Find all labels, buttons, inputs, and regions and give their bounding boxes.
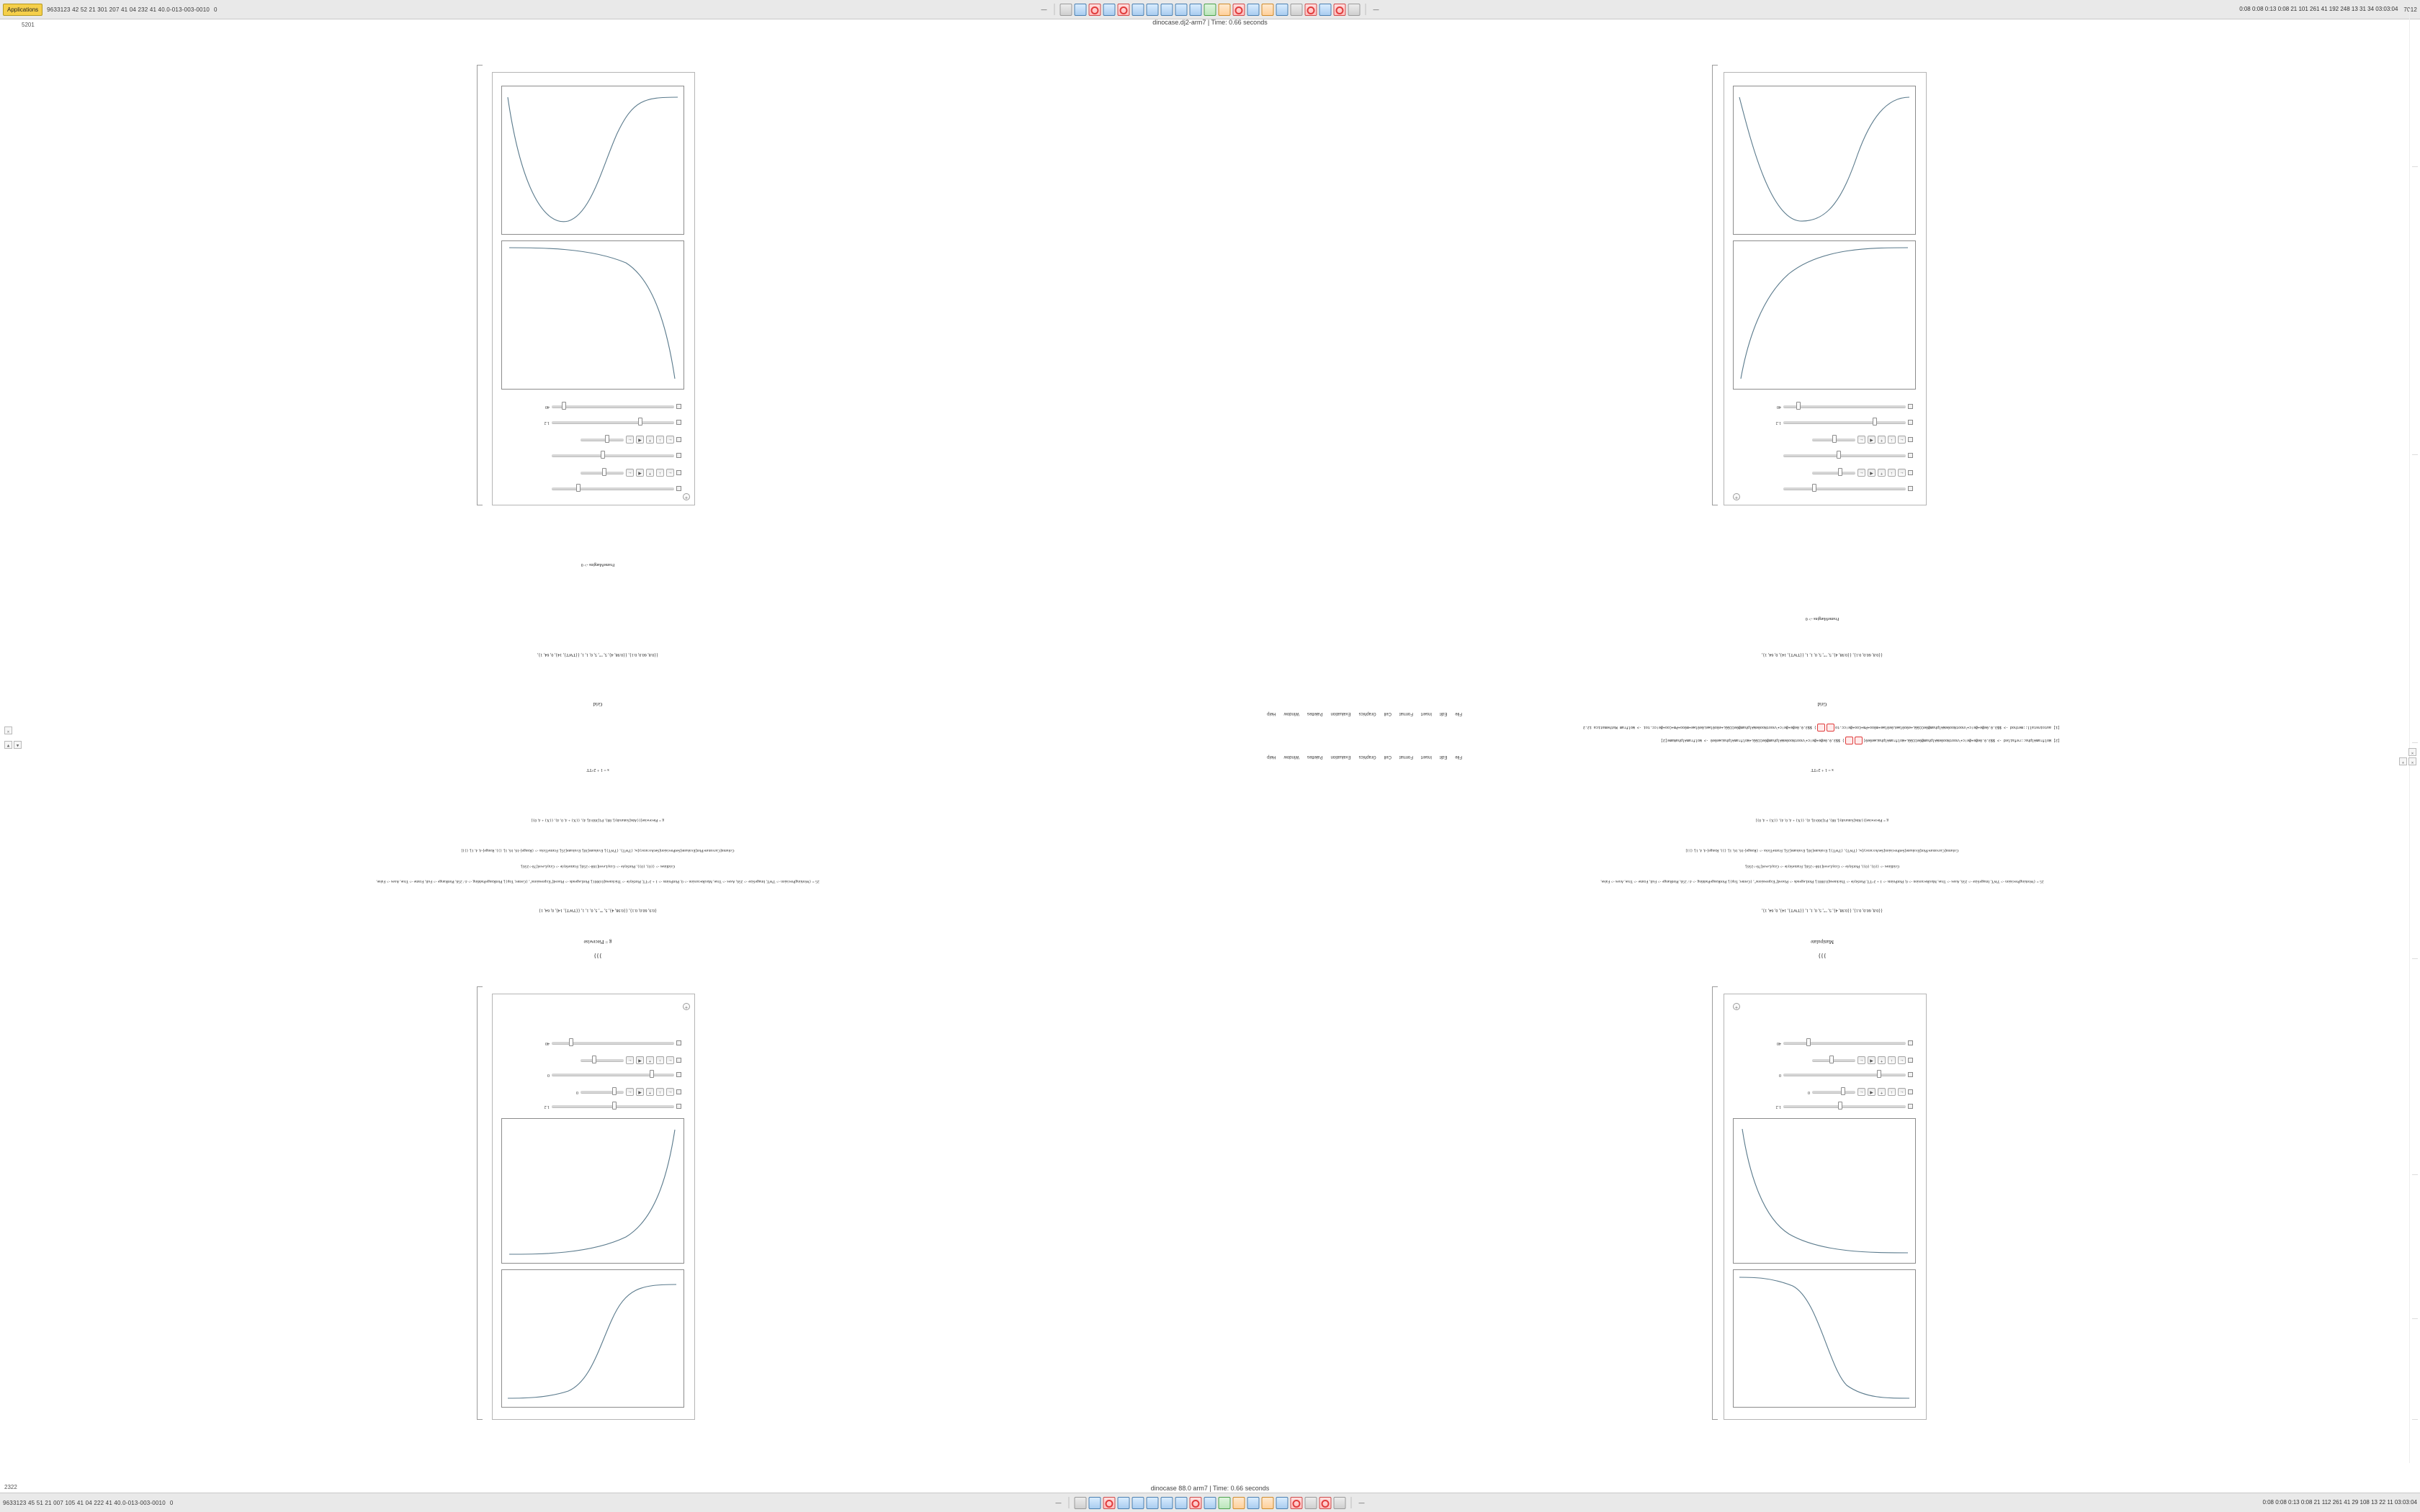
manipulate-control-row-2[interactable] [1737, 1088, 1913, 1097]
plot-curve-lower [1734, 1119, 1915, 1263]
slider-track-3[interactable] [552, 1074, 674, 1076]
message-row-1-suffix: ) $$3.0.0e@e+@e!c+\nootNoo0eWAlpham@0eCCGGL+WolframAlphaLwe0e0 -> WolframAlphaName[2] [1660, 738, 1845, 743]
plot-curve-lower [502, 1119, 684, 1263]
manipulate-control-row-2[interactable] [506, 469, 681, 477]
top-system-bar-left [0, 4, 218, 16]
tray-grey-icon[interactable] [1060, 4, 1072, 16]
slider-thumb[interactable] [602, 468, 606, 476]
menu-window[interactable]: Window [1283, 755, 1299, 759]
slider-track-3[interactable] [552, 454, 674, 457]
manipulate-control-row-6[interactable] [1737, 402, 1913, 411]
manipulate-control-row-3[interactable] [506, 1071, 681, 1079]
app-menubar-lower[interactable] [1267, 711, 1462, 716]
slider-thumb[interactable] [612, 1087, 617, 1095]
bottom-clock: 0:08 0:08 0:13 0:08 21 112 261 41 29 108 13 22 11 03:03:04 [2262, 1498, 2417, 1506]
control-handle-icon[interactable] [676, 471, 681, 476]
step-up-icon[interactable]: ◀ [1868, 436, 1876, 444]
control-handle-icon[interactable] [1908, 1104, 1913, 1110]
slider-track-1[interactable] [1783, 1105, 1906, 1108]
slider-track-6[interactable] [552, 405, 674, 408]
tray-record-icon[interactable] [1089, 4, 1101, 16]
output-line: Grid [1817, 701, 1827, 707]
control-value-3: 0 [1779, 1073, 1781, 1077]
step-up-icon[interactable]: ◀ [636, 469, 644, 477]
manipulate-panel[interactable] [1724, 72, 1927, 505]
menu-file[interactable]: File [1455, 755, 1462, 759]
tray-window-icon[interactable] [1175, 4, 1188, 16]
top-left-corner-label: 5201 [22, 22, 35, 28]
error-badge-icon[interactable] [1827, 724, 1834, 732]
play-icon[interactable]: + [1878, 1057, 1886, 1065]
slider-track-6[interactable] [1783, 405, 1906, 408]
slider-track-2[interactable] [1812, 1091, 1855, 1094]
play-icon[interactable]: + [646, 1089, 654, 1097]
manipulate-panel[interactable] [1724, 994, 1927, 1420]
plot-graphic-upper [1733, 240, 1916, 390]
manipulate-control-row-3[interactable] [1737, 451, 1913, 460]
tray-window-icon[interactable] [1247, 4, 1260, 16]
slider-track-1[interactable] [552, 1105, 674, 1108]
manipulate-control-row-5[interactable] [506, 418, 681, 427]
tray-record-icon[interactable] [1319, 1497, 1332, 1509]
scroll-up-icon[interactable]: ▲ [14, 741, 22, 749]
slider-track-1[interactable] [1783, 487, 1906, 490]
menu-graphics[interactable]: Graphics [1358, 755, 1376, 759]
bottom-system-bar-left [0, 1500, 174, 1506]
manipulate-control-row-1[interactable] [1737, 1102, 1913, 1111]
slider-thumb[interactable] [1837, 451, 1841, 459]
tray-grey-icon[interactable] [1305, 1497, 1317, 1509]
slider-track-4[interactable] [1812, 438, 1855, 441]
step-forward-icon[interactable]: ← [626, 436, 634, 444]
step-forward-icon[interactable]: ← [626, 1057, 634, 1065]
app-menubar-upper[interactable] [1267, 755, 1462, 759]
control-handle-icon[interactable] [1908, 405, 1913, 410]
tray-window-icon[interactable] [1147, 4, 1159, 16]
plot-graphic-lower [1733, 1118, 1916, 1264]
message-row-1[interactable] [360, 737, 2060, 744]
tray-window-icon[interactable] [1175, 1497, 1188, 1509]
panel-resize-icon[interactable]: + [1733, 493, 1740, 500]
control-handle-icon[interactable] [676, 1104, 681, 1110]
bottom-status-text: 9633123 45 51 21 007 105 41 04 222 41 40.0-013-003-0010 [3, 1499, 166, 1506]
menu-palettes[interactable]: Palettes [1307, 755, 1323, 759]
control-handle-icon[interactable] [676, 1041, 681, 1046]
bottom-left-corner-label: 2322 [4, 1484, 17, 1490]
close-cell-icon[interactable]: × [2408, 757, 2416, 765]
slider-thumb[interactable] [1829, 1056, 1834, 1063]
control-value-5: 40 [1777, 1041, 1781, 1045]
slider-track-1[interactable] [552, 487, 674, 490]
bottom-status-label: dinocase 88.0 arm7 | Time: 0.66 seconds [1150, 1485, 1270, 1492]
menu-graphics[interactable]: Graphics [1358, 711, 1376, 716]
control-handle-icon[interactable] [676, 487, 681, 492]
collapse-cell-icon[interactable]: × [2408, 748, 2416, 756]
tray-record-icon[interactable] [1118, 4, 1130, 16]
output-line: {{0.8, 60.0, 0.1}, {{0.98, 4}, 5, "", 5, 0, 1, 1, {{TWT}, 14}, 0, 64, 1}, [537, 652, 659, 657]
plot-curve-lower [1734, 86, 1915, 234]
slider-thumb[interactable] [1838, 468, 1842, 476]
manipulate-control-row-5[interactable] [1737, 1039, 1913, 1048]
tray-separator [1069, 1497, 1070, 1508]
tray-record-icon[interactable] [1103, 1497, 1116, 1509]
output-line: Gridlines -> {{0}, {0}}, PlotStyle -> GrayLevel[168->256], FrameStyle -> GrayLevel[78->256], [520, 864, 676, 868]
slider-track-5[interactable] [552, 421, 674, 424]
manipulate-control-row-4[interactable] [1737, 1056, 1913, 1065]
tray-end-label: — [1373, 6, 1379, 13]
output-line: 25 = {WorkingPrecision -> TWT, ImageSize -> 256, Axes -> True, MaxRecursion -> 0, PlotPoints -> 1 + 2^TT, PlotStyle -> Thickness[0.0001], PlotLegends -> Placed["Expressions", {Center, Top}], PlotRangePadding -> 4 / 256, PlotRange -> Full, Frame -> True, Axes -> False, [376, 879, 820, 883]
control-handle-icon[interactable] [676, 454, 681, 459]
output-line: {{0.8, 60.0, 0.1}, {{0.98, 4}, 5, "", 5, 0, 1, 1, {{TWT}, 14}, 0, 64, 1}, [1761, 908, 1883, 912]
window-title: dinocase.dj2-arm7 | Time: 0.66 seconds [1152, 19, 1268, 26]
output-line: 25 = {WorkingPrecision -> TWT, ImageSize -> 256, Axes -> True, MaxRecursion -> 0, PlotPoints -> 1 + 2^TT, PlotStyle -> Thickness[0.0001], PlotLegends -> Placed["Expressions", {Center, Top}], PlotRangePadding -> 4 / 256, PlotRange -> Full, Frame -> True, Axes -> False, [1600, 879, 2044, 883]
control-value-5: 40 [545, 1041, 550, 1045]
plot-curve-upper [502, 1270, 684, 1407]
step-forward-icon[interactable]: ← [1857, 469, 1865, 477]
slider-thumb[interactable] [1841, 1087, 1845, 1095]
step-forward-icon[interactable]: ← [1857, 436, 1865, 444]
control-handle-icon[interactable] [1908, 487, 1913, 492]
slider-thumb[interactable] [612, 1102, 617, 1110]
output-line: g = Piecewise [583, 939, 612, 945]
slider-thumb[interactable] [605, 435, 609, 443]
slider-track-2[interactable] [581, 472, 624, 474]
menu-window[interactable]: Window [1283, 711, 1299, 716]
menu-cell[interactable]: Cell [1384, 755, 1392, 759]
control-handle-icon[interactable] [1908, 471, 1913, 476]
slider-track-2[interactable] [1812, 472, 1855, 474]
output-line: Column[Curvature/Plot[Evaluate[SetPrecision[SetAccuracy[w, {TWT}, {TWT}], Evaluate[30], Evaluate[25], FrameTicks -> {Range[-16, 16, 1], {}}, Range[-4, 4, 1], {}}] [1685, 848, 1959, 852]
top-system-bar-right [2239, 6, 2417, 13]
tray-green-icon[interactable] [1204, 4, 1216, 16]
notebook-edge-strip [2409, 9, 2420, 1463]
manipulate-control-row-4[interactable] [506, 1056, 681, 1065]
notebook-canvas[interactable] [0, 20, 2420, 1492]
control-value-3: 0 [547, 1073, 550, 1077]
control-value-2: 0 [1808, 1090, 1810, 1094]
tray-orange-icon[interactable] [1262, 1497, 1274, 1509]
output-line: {0.9, 60.0, 0.1}, {{0.98, 4}, 5, "", 5, 0, 1, 1, {{TWT}, 14}, 0, 64, 1} [539, 908, 657, 912]
message-row-2[interactable] [360, 724, 2060, 732]
control-handle-icon[interactable] [1908, 1058, 1913, 1063]
manipulate-control-row-5[interactable] [1737, 418, 1913, 427]
plot-graphic-upper [501, 240, 684, 390]
menu-palettes[interactable]: Palettes [1307, 711, 1323, 716]
tray-window-icon[interactable] [1132, 4, 1144, 16]
play-icon[interactable]: + [1878, 469, 1886, 477]
manipulate-control-row-1[interactable] [1737, 485, 1913, 493]
manipulate-control-row-3[interactable] [506, 451, 681, 460]
tray-window-icon[interactable] [1247, 1497, 1260, 1509]
manipulate-control-row-1[interactable] [506, 485, 681, 493]
output-line: g = Piecewise[{{Abs[Saturulty], 88}, P1[360/4], 4}, {{X} + 4, 0, 4}, {{X} + 4, 0}] [531, 818, 665, 822]
menu-evaluation[interactable]: Evaluation [1330, 711, 1351, 716]
tray-grey-icon[interactable] [1291, 4, 1303, 16]
menu-help[interactable]: Help [1267, 755, 1276, 759]
slider-track-5[interactable] [1783, 1042, 1906, 1045]
control-handle-icon[interactable] [1908, 1041, 1913, 1046]
slider-thumb[interactable] [1838, 1102, 1842, 1110]
step-down-icon[interactable]: ↓ [1888, 1089, 1896, 1097]
slider-thumb[interactable] [576, 484, 581, 492]
tray-window-icon[interactable] [1161, 4, 1173, 16]
slider-track-4[interactable] [581, 1059, 624, 1062]
tray-window-icon[interactable] [1147, 1497, 1159, 1509]
tray-window-icon[interactable] [1276, 1497, 1289, 1509]
slider-thumb[interactable] [1796, 402, 1801, 410]
panel-resize-icon[interactable]: + [1733, 1003, 1740, 1010]
step-down-icon[interactable]: ↓ [1888, 1057, 1896, 1065]
plot-graphic-upper [501, 1269, 684, 1408]
tray-grey-icon[interactable] [1075, 1497, 1087, 1509]
panel-resize-icon[interactable]: + [683, 493, 690, 500]
tray-orange-icon[interactable] [1219, 4, 1231, 16]
manipulate-panel[interactable] [492, 72, 695, 505]
step-down-icon[interactable]: ↓ [656, 469, 664, 477]
play-icon[interactable]: + [1878, 1089, 1886, 1097]
slider-thumb[interactable] [1806, 1038, 1811, 1046]
manipulate-control-row-3[interactable] [1737, 1071, 1913, 1079]
tray-index-label: — [1041, 6, 1047, 13]
plot-curve-lower [502, 86, 684, 234]
control-handle-icon[interactable] [676, 1090, 681, 1095]
control-handle-icon[interactable] [676, 438, 681, 443]
control-value-5: 1.2 [1775, 420, 1781, 425]
tray-record-icon[interactable] [1334, 4, 1346, 16]
step-down-icon[interactable]: ↓ [656, 1057, 664, 1065]
output-line: {{0.8, 60.0, 0.1}, {{0.98, 4}, 5, "", 5, 0, 1, 1, {{TWT}, 14}, 0, 64, 1}, [1761, 652, 1883, 657]
step-up-icon[interactable]: ◀ [636, 1057, 644, 1065]
plot-graphic-lower [501, 86, 684, 235]
step-forward-icon[interactable]: ← [626, 1089, 634, 1097]
step-back-icon[interactable]: ← [1898, 1057, 1906, 1065]
menu-edit[interactable]: Edit [1439, 755, 1448, 759]
menu-edit[interactable]: Edit [1439, 711, 1448, 716]
error-badge-icon[interactable] [1817, 724, 1825, 732]
output-line: Manipulate [1811, 939, 1834, 945]
slider-track-3[interactable] [1783, 454, 1906, 457]
control-handle-icon[interactable] [1908, 454, 1913, 459]
control-handle-icon[interactable] [1908, 1073, 1913, 1078]
close-row-icon[interactable]: × [4, 726, 12, 734]
slider-track-4[interactable] [581, 438, 624, 441]
tray-record-icon[interactable] [1305, 4, 1317, 16]
output-line: g = Piecewise[{{Abs[Saturulty], 88}, P1[360/4], 4}, {{X} + 4, 0, 4}, {{X} + 4, 0}] [1755, 818, 1889, 822]
cell-bracket[interactable] [1712, 65, 1718, 505]
tray-window-icon[interactable] [1075, 4, 1087, 16]
plot-graphic-upper [1733, 1269, 1916, 1408]
step-back-icon[interactable]: ← [666, 1089, 674, 1097]
top-status-text: 9633123 42 52 21 301 207 41 04 232 41 40.0-013-003-0010 [47, 6, 210, 13]
menu-file[interactable]: File [1455, 711, 1462, 716]
output-line: s = 1 + 2^TT [1811, 768, 1834, 772]
expand-cell-icon[interactable]: + [2399, 757, 2407, 765]
slider-track-3[interactable] [1783, 1074, 1906, 1076]
plot-curve-upper [1734, 1270, 1915, 1407]
manipulate-control-row-2[interactable] [1737, 469, 1913, 477]
menu-cell[interactable]: Cell [1384, 711, 1392, 716]
step-up-icon[interactable]: ◀ [1868, 1089, 1876, 1097]
output-line: FrameMargins -> 0 [1805, 616, 1839, 621]
output-line: Gridlines -> {{0}, {0}}, PlotStyle -> GrayLevel[168->256], FrameStyle -> GrayLevel[78->256], [1744, 864, 1900, 868]
slider-thumb[interactable] [1873, 418, 1877, 426]
output-bracket-label: }}} [1818, 953, 1827, 959]
menu-format[interactable]: Format [1399, 711, 1413, 716]
slider-thumb[interactable] [601, 451, 605, 459]
slider-thumb[interactable] [1877, 1070, 1881, 1078]
step-up-icon[interactable]: ◀ [1868, 1057, 1876, 1065]
control-handle-icon[interactable] [1908, 438, 1913, 443]
output-line: s = 1 + 2^TT [586, 768, 609, 772]
step-up-icon[interactable]: ◀ [1868, 469, 1876, 477]
slider-track-2[interactable] [581, 1091, 624, 1094]
cell-bracket[interactable] [477, 65, 483, 505]
plot-graphic-lower [501, 1118, 684, 1264]
step-up-icon[interactable]: ◀ [636, 436, 644, 444]
top-system-bar [0, 0, 2420, 19]
slider-thumb[interactable] [562, 402, 566, 410]
scroll-down-icon[interactable]: ▼ [4, 741, 12, 749]
tray-window-icon[interactable] [1319, 4, 1332, 16]
cell-bracket[interactable] [477, 986, 483, 1420]
step-up-icon[interactable]: ◀ [636, 1089, 644, 1097]
play-icon[interactable]: + [646, 436, 654, 444]
control-value-5: 1.2 [544, 420, 550, 425]
slider-thumb[interactable] [638, 418, 642, 426]
menu-evaluation[interactable]: Evaluation [1330, 755, 1351, 759]
control-handle-icon[interactable] [676, 1058, 681, 1063]
slider-thumb[interactable] [1832, 435, 1837, 443]
menu-help[interactable]: Help [1267, 711, 1276, 716]
tray-window-icon[interactable] [1132, 1497, 1144, 1509]
plot-curve-upper [502, 241, 684, 389]
control-value-6: 40 [1777, 405, 1781, 409]
top-status-number: 0 [214, 6, 218, 13]
top-right-label: 7012 [2403, 6, 2417, 13]
plot-graphic-lower [1733, 86, 1916, 235]
message-row-1-prefix: [2] WolframAlpha::refailed -> $$3.0.0e@e+@e!c+\nootNoo0eWAlpham@0eCCGGL+WolframAlphaLwe0e0( [1863, 738, 2060, 743]
tray-green-icon[interactable] [1219, 1497, 1231, 1509]
control-value-1: 1.2 [544, 1104, 550, 1109]
step-forward-icon[interactable]: ← [626, 469, 634, 477]
output-bracket-label: }}} [593, 953, 602, 959]
tray-separator [1054, 4, 1055, 15]
error-badge-icon[interactable] [1845, 737, 1853, 744]
step-forward-icon[interactable]: ← [1857, 1057, 1865, 1065]
output-line: FrameMargins -> 0 [581, 562, 615, 567]
manipulate-control-row-2[interactable] [506, 1088, 681, 1097]
plot-curve-upper [1734, 241, 1915, 389]
control-value-6: 40 [545, 405, 550, 409]
tray-grey-icon[interactable] [1348, 4, 1361, 16]
output-line: Column[Curvature/Plot[Evaluate[SetPrecision[SetAccuracy[w, {TWT}, {TWT}], Evaluate[30], Evaluate[25], FrameTicks -> {Range[-16, 16, 1], {}}, Range[-4, 4, 1], {}}] [461, 848, 735, 852]
menu-insert[interactable]: Insert [1420, 755, 1432, 759]
play-icon[interactable]: + [1878, 436, 1886, 444]
slider-track-5[interactable] [1783, 421, 1906, 424]
step-back-icon[interactable]: ← [666, 436, 674, 444]
error-badge-icon[interactable] [1855, 737, 1863, 744]
top-tray[interactable] [1039, 4, 1381, 16]
cell-bracket[interactable] [1712, 986, 1718, 1420]
tray-orange-icon[interactable] [1233, 1497, 1245, 1509]
control-value-2: 0 [576, 1090, 578, 1094]
control-handle-icon[interactable] [1908, 1090, 1913, 1095]
bottom-system-bar-right [2262, 1500, 2417, 1506]
top-clock: 0:08 0:08 0:13 0:08 21 101 261 41 192 248 13 31 34 03:03:04 [2239, 5, 2398, 12]
manipulate-control-row-4[interactable] [1737, 436, 1913, 444]
step-back-icon[interactable]: ← [1898, 436, 1906, 444]
control-value-1: 1.2 [1775, 1104, 1781, 1109]
manipulate-control-row-6[interactable] [506, 402, 681, 411]
control-handle-icon[interactable] [676, 1073, 681, 1078]
tray-index-label: — [1055, 1499, 1062, 1506]
step-back-icon[interactable]: ← [666, 1057, 674, 1065]
slider-thumb[interactable] [1812, 484, 1816, 492]
slider-track-5[interactable] [552, 1042, 674, 1045]
output-line: Grid [593, 701, 603, 707]
slider-thumb[interactable] [650, 1070, 654, 1078]
tray-record-icon[interactable] [1291, 1497, 1303, 1509]
tray-window-icon[interactable] [1276, 4, 1289, 16]
tray-record-icon[interactable] [1190, 1497, 1202, 1509]
bottom-system-bar [0, 1493, 2420, 1512]
control-handle-icon[interactable] [676, 420, 681, 426]
step-down-icon[interactable]: ↓ [1888, 469, 1896, 477]
menu-format[interactable]: Format [1399, 755, 1413, 759]
tray-record-icon[interactable] [1233, 4, 1245, 16]
step-back-icon[interactable]: ← [666, 469, 674, 477]
panel-resize-icon[interactable]: + [683, 1003, 690, 1010]
manipulate-control-row-5[interactable] [506, 1039, 681, 1048]
tray-window-icon[interactable] [1161, 1497, 1173, 1509]
control-handle-icon[interactable] [676, 405, 681, 410]
slider-track-4[interactable] [1812, 1059, 1855, 1062]
manipulate-control-row-1[interactable] [506, 1102, 681, 1111]
play-icon[interactable]: + [646, 469, 654, 477]
bottom-status-number: 0 [169, 1499, 174, 1506]
step-down-icon[interactable]: ↓ [1888, 436, 1896, 444]
step-forward-icon[interactable]: ← [1857, 1089, 1865, 1097]
step-back-icon[interactable]: ← [1898, 1089, 1906, 1097]
manipulate-control-row-4[interactable] [506, 436, 681, 444]
tray-window-icon[interactable] [1103, 4, 1116, 16]
applications-menu-button[interactable]: Applications [3, 4, 42, 16]
manipulate-panel[interactable] [492, 994, 695, 1420]
menu-insert[interactable]: Insert [1420, 711, 1432, 716]
tray-separator [1351, 1497, 1352, 1508]
tray-window-icon[interactable] [1089, 1497, 1101, 1509]
step-down-icon[interactable]: ↓ [656, 1089, 664, 1097]
tray-window-icon[interactable] [1190, 4, 1202, 16]
control-handle-icon[interactable] [1908, 420, 1913, 426]
tray-window-icon[interactable] [1204, 1497, 1216, 1509]
step-back-icon[interactable]: ← [1898, 469, 1906, 477]
play-icon[interactable]: + [646, 1057, 654, 1065]
tray-end-label: — [1358, 1499, 1365, 1506]
bottom-tray[interactable] [1054, 1497, 1367, 1509]
tray-grey-icon[interactable] [1334, 1497, 1346, 1509]
tray-orange-icon[interactable] [1262, 4, 1274, 16]
slider-thumb[interactable] [569, 1038, 573, 1046]
message-row-2-prefix: [1] autoinstall::method -> $$3.0.0e@e+@e!c+\nootNoo0eWAlpham@0eCCGGL+e0o0lweL0e0lwe+m0oo+Pm+Coo+@e!cc.to [1834, 725, 2060, 730]
step-down-icon[interactable]: ↓ [656, 436, 664, 444]
tray-window-icon[interactable] [1118, 1497, 1130, 1509]
slider-thumb[interactable] [592, 1056, 596, 1063]
message-row-2-suffix: ) $$3.0.0e@e+@e!c+\nootNoo0eWAlpham@0eCCGGL+e0o0lweL0e0lwe+m0oo+Pm+Coo+@e!cc.toi -> Wolfram Mathematica 12.2 [1582, 725, 1816, 730]
